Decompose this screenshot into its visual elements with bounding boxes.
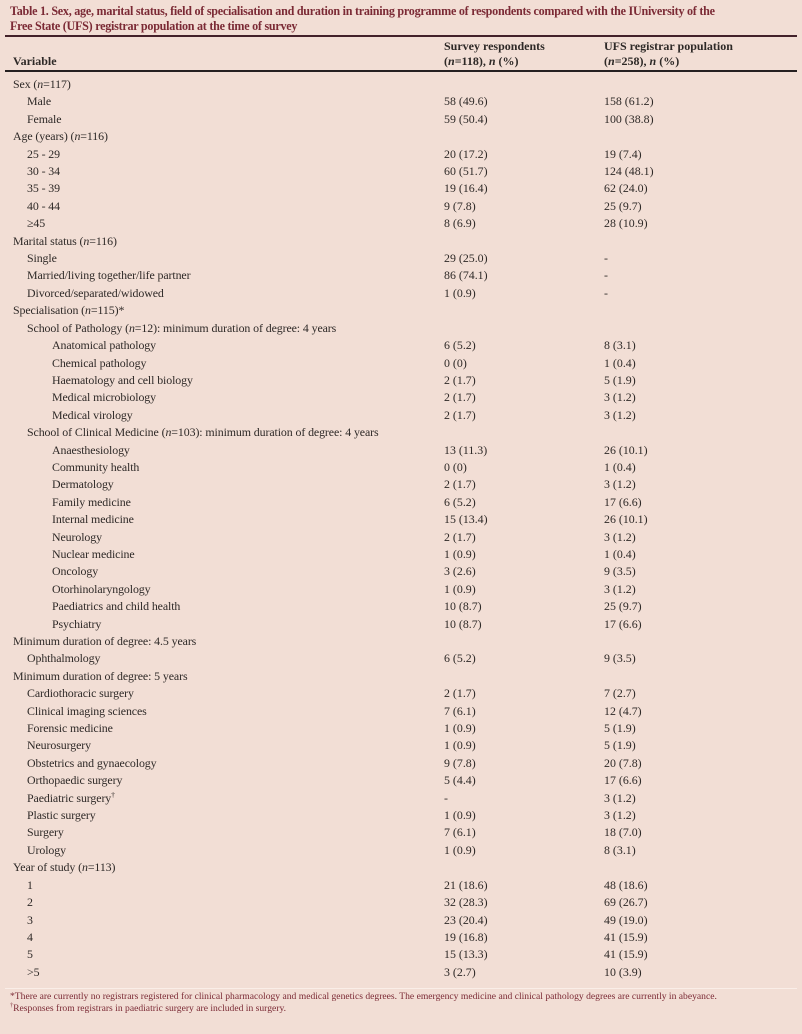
ufs-population-value: 18 (7.0): [604, 825, 642, 840]
survey-respondents-value: 15 (13.3): [444, 947, 488, 962]
survey-respondents-value: 6 (5.2): [444, 494, 476, 509]
row-label: Medical virology: [52, 407, 133, 422]
ufs-population-value: 20 (7.8): [604, 755, 642, 770]
survey-respondents-value: 9 (7.8): [444, 198, 476, 213]
table-row: [0, 964, 802, 981]
table-title-line1: Table 1. Sex, age, marital status, field of specialisation and duration in training programme of respondents compared with the IUniversity of the: [10, 4, 715, 18]
ufs-population-value: 1 (0.4): [604, 459, 636, 474]
row-label: Ophthalmology: [27, 651, 101, 666]
ufs-population-value: 26 (10.1): [604, 512, 648, 527]
row-label: Divorced/separated/widowed: [27, 285, 164, 300]
table-row: [0, 633, 802, 650]
table-row: [0, 720, 802, 737]
row-label: 5: [27, 947, 33, 962]
row-label: 35 - 39: [27, 181, 60, 196]
row-label: Minimum duration of degree: 5 years: [13, 668, 188, 683]
survey-respondents-value: 6 (5.2): [444, 338, 476, 353]
survey-respondents-value: 0 (0): [444, 355, 467, 370]
row-label: >5: [27, 964, 40, 979]
survey-respondents-value: 1 (0.9): [444, 721, 476, 736]
row-label: Nuclear medicine: [52, 546, 135, 561]
survey-respondents-value: 19 (16.8): [444, 929, 488, 944]
row-label: Oncology: [52, 564, 99, 579]
row-label: Female: [27, 111, 62, 126]
table-row: [0, 76, 802, 93]
table-row: [0, 912, 802, 929]
survey-respondents-value: -: [444, 790, 448, 805]
row-label: Marital status (n=116): [13, 233, 117, 248]
table-row: [0, 372, 802, 389]
row-label: Age (years) (n=116): [13, 129, 108, 144]
ufs-population-value: 5 (1.9): [604, 721, 636, 736]
table-row: [0, 511, 802, 528]
row-label: Haematology and cell biology: [52, 372, 193, 387]
ufs-population-value: 158 (61.2): [604, 94, 654, 109]
table-row: [0, 755, 802, 772]
row-label: Neurology: [52, 529, 102, 544]
table-row: [0, 546, 802, 563]
table-row: [0, 598, 802, 615]
survey-respondents-value: 6 (5.2): [444, 651, 476, 666]
row-label: Specialisation (n=115)*: [13, 303, 125, 318]
ufs-population-value: 62 (24.0): [604, 181, 648, 196]
table-row: [0, 198, 802, 215]
row-label: School of Clinical Medicine (n=103): minimum duration of degree: 4 years: [27, 425, 379, 440]
table-row: [0, 267, 802, 284]
row-label: Cardiothoracic surgery: [27, 686, 134, 701]
survey-respondents-value: 3 (2.7): [444, 964, 476, 979]
survey-respondents-value: 7 (6.1): [444, 703, 476, 718]
survey-respondents-value: 2 (1.7): [444, 407, 476, 422]
survey-respondents-value: 20 (17.2): [444, 146, 488, 161]
survey-respondents-value: 10 (8.7): [444, 599, 482, 614]
table-row: [0, 824, 802, 841]
survey-respondents-value: 5 (4.4): [444, 773, 476, 788]
table-row: [0, 790, 802, 807]
row-label: 30 - 34: [27, 164, 60, 179]
survey-respondents-value: 1 (0.9): [444, 738, 476, 753]
ufs-population-value: 10 (3.9): [604, 964, 642, 979]
row-label: Community health: [52, 459, 140, 474]
ufs-population-value: 49 (19.0): [604, 912, 648, 927]
ufs-population-value: 9 (3.5): [604, 564, 636, 579]
footnote-divider-rule: [5, 988, 797, 989]
table-row: [0, 93, 802, 110]
row-label: 40 - 44: [27, 198, 60, 213]
row-label: 2: [27, 895, 33, 910]
row-label: Plastic surgery: [27, 808, 96, 823]
ufs-population-value: 28 (10.9): [604, 216, 648, 231]
table-row: [0, 233, 802, 250]
row-label: Paediatric surgery†: [27, 789, 115, 805]
survey-respondents-value: 21 (18.6): [444, 877, 488, 892]
row-label: 25 - 29: [27, 146, 60, 161]
survey-respondents-value: 32 (28.3): [444, 895, 488, 910]
row-label: Male: [27, 94, 52, 109]
row-label: Forensic medicine: [27, 721, 113, 736]
ufs-population-value: 3 (1.2): [604, 581, 636, 596]
row-label: Anatomical pathology: [52, 338, 156, 353]
ufs-population-value: -: [604, 251, 608, 266]
row-label: School of Pathology (n=12): minimum duration of degree: 4 years: [27, 320, 337, 335]
row-label: Obstetrics and gynaecology: [27, 755, 157, 770]
ufs-population-value: 48 (18.6): [604, 877, 648, 892]
table-row: [0, 302, 802, 319]
ufs-population-value: 26 (10.1): [604, 442, 648, 457]
table-row: [0, 703, 802, 720]
survey-respondents-value: 1 (0.9): [444, 546, 476, 561]
ufs-population-value: 5 (1.9): [604, 372, 636, 387]
table-row: [0, 581, 802, 598]
survey-respondents-value: 10 (8.7): [444, 616, 482, 631]
table-row: [0, 476, 802, 493]
survey-respondents-value: 0 (0): [444, 459, 467, 474]
row-label: Year of study (n=113): [13, 860, 116, 875]
row-label: Family medicine: [52, 494, 131, 509]
title-divider-rule: [5, 35, 797, 37]
table-row: [0, 737, 802, 754]
table-row: [0, 772, 802, 789]
row-label: Chemical pathology: [52, 355, 147, 370]
table-row: [0, 442, 802, 459]
ufs-population-value: 3 (1.2): [604, 808, 636, 823]
table-row: [0, 111, 802, 128]
table-row: [0, 146, 802, 163]
survey-respondents-value: 1 (0.9): [444, 808, 476, 823]
table-row: [0, 459, 802, 476]
row-label: Otorhinolaryngology: [52, 581, 151, 596]
table-title-line2: Free State (UFS) registrar population at the time of survey: [10, 18, 298, 33]
table-row: [0, 320, 802, 337]
ufs-population-value: -: [604, 285, 608, 300]
ufs-population-value: 41 (15.9): [604, 929, 648, 944]
row-label: Clinical imaging sciences: [27, 703, 147, 718]
col-header-ufs-line1: UFS registrar population: [604, 39, 733, 53]
survey-respondents-value: 86 (74.1): [444, 268, 488, 283]
table-row: [0, 285, 802, 302]
row-label: Neurosurgery: [27, 738, 91, 753]
ufs-population-value: 3 (1.2): [604, 390, 636, 405]
row-label: Minimum duration of degree: 4.5 years: [13, 634, 197, 648]
survey-respondents-value: 2 (1.7): [444, 372, 476, 387]
table-row: [0, 128, 802, 145]
table-row: [0, 494, 802, 511]
ufs-population-value: 1 (0.4): [604, 546, 636, 561]
table-row: [0, 807, 802, 824]
table-row: [0, 250, 802, 267]
row-label: Internal medicine: [52, 512, 134, 527]
table-row: [0, 877, 802, 894]
row-label: 1: [27, 877, 33, 892]
table-row: [0, 337, 802, 354]
row-label: Anaesthesiology: [52, 442, 130, 457]
table-row: [0, 407, 802, 424]
ufs-population-value: 17 (6.6): [604, 616, 642, 631]
ufs-population-value: 3 (1.2): [604, 790, 636, 805]
survey-respondents-value: 29 (25.0): [444, 251, 488, 266]
ufs-population-value: 17 (6.6): [604, 773, 642, 788]
ufs-population-value: 100 (38.8): [604, 111, 654, 126]
table-row: [0, 163, 802, 180]
survey-respondents-value: 2 (1.7): [444, 477, 476, 492]
row-label: Medical microbiology: [52, 390, 156, 405]
survey-respondents-value: 15 (13.4): [444, 512, 488, 527]
ufs-population-value: 3 (1.2): [604, 529, 636, 544]
row-label: Surgery: [27, 825, 64, 840]
table-row: [0, 424, 802, 441]
row-label: Orthopaedic surgery: [27, 773, 123, 788]
table-row: [0, 946, 802, 963]
table-row: [0, 859, 802, 876]
ufs-population-value: 9 (3.5): [604, 651, 636, 666]
table-row: [0, 389, 802, 406]
row-label: 3: [27, 912, 33, 927]
survey-respondents-value: 1 (0.9): [444, 842, 476, 857]
ufs-population-value: 69 (26.7): [604, 895, 648, 910]
table-row: [0, 894, 802, 911]
ufs-population-value: 124 (48.1): [604, 164, 654, 179]
table-row: [0, 529, 802, 546]
table-row: [0, 180, 802, 197]
ufs-population-value: 41 (15.9): [604, 947, 648, 962]
table-row: [0, 563, 802, 580]
col-header-variable: Variable: [13, 54, 57, 68]
col-header-survey-line1: Survey respondents: [444, 39, 545, 53]
ufs-population-value: 25 (9.7): [604, 198, 642, 213]
row-label: Urology: [27, 842, 66, 857]
survey-respondents-value: 58 (49.6): [444, 94, 488, 109]
table-body: [0, 76, 802, 981]
table-row: [0, 650, 802, 667]
survey-respondents-value: 2 (1.7): [444, 529, 476, 544]
header-divider-rule: [5, 70, 797, 72]
ufs-population-value: 12 (4.7): [604, 703, 642, 718]
survey-respondents-value: 2 (1.7): [444, 686, 476, 701]
survey-respondents-value: 23 (20.4): [444, 912, 488, 927]
ufs-population-value: -: [604, 268, 608, 283]
table-row: [0, 842, 802, 859]
survey-respondents-value: 1 (0.9): [444, 581, 476, 596]
ufs-population-value: 1 (0.4): [604, 355, 636, 370]
ufs-population-value: 3 (1.2): [604, 407, 636, 422]
survey-respondents-value: 19 (16.4): [444, 181, 488, 196]
col-header-ufs-line2: (n=258), n (%): [604, 54, 680, 68]
survey-respondents-value: 3 (2.6): [444, 564, 476, 579]
survey-respondents-value: 8 (6.9): [444, 216, 476, 231]
col-header-survey-line2: (n=118), n (%): [444, 54, 519, 68]
ufs-population-value: 25 (9.7): [604, 599, 642, 614]
table-row: [0, 685, 802, 702]
row-label: Paediatrics and child health: [52, 599, 181, 614]
ufs-population-value: 19 (7.4): [604, 146, 642, 161]
ufs-population-value: 7 (2.7): [604, 686, 636, 701]
table-title: [10, 4, 800, 33]
footnote-line: †Responses from registrars in paediatric surgery are included in surgery.: [10, 1001, 287, 1014]
survey-respondents-value: 2 (1.7): [444, 390, 476, 405]
survey-respondents-value: 60 (51.7): [444, 164, 488, 179]
survey-respondents-value: 1 (0.9): [444, 285, 476, 300]
table-row: [0, 616, 802, 633]
survey-respondents-value: 7 (6.1): [444, 825, 476, 840]
row-label: 4: [27, 929, 33, 944]
row-label: Psychiatry: [52, 616, 102, 631]
row-label: ≥45: [27, 216, 46, 231]
ufs-population-value: 5 (1.9): [604, 738, 636, 753]
row-label: Single: [27, 251, 57, 266]
ufs-population-value: 8 (3.1): [604, 338, 636, 353]
footnote-line: *There are currently no registrars registered for clinical pharmacology and medical genetics degrees. The emergency medicine and clinical pathology degrees are currently in abeyance.: [10, 991, 717, 1002]
row-label: Sex (n=117): [13, 77, 71, 91]
table-row: [0, 215, 802, 232]
table-row: [0, 929, 802, 946]
survey-respondents-value: 13 (11.3): [444, 442, 488, 457]
survey-respondents-value: 59 (50.4): [444, 111, 488, 126]
ufs-population-value: 17 (6.6): [604, 494, 642, 509]
row-label: Dermatology: [52, 477, 114, 492]
row-label: Married/living together/life partner: [27, 268, 191, 283]
ufs-population-value: 3 (1.2): [604, 477, 636, 492]
table-row: [0, 668, 802, 685]
table-row: [0, 355, 802, 372]
footnotes: [10, 991, 796, 1014]
survey-respondents-value: 9 (7.8): [444, 755, 476, 770]
ufs-population-value: 8 (3.1): [604, 842, 636, 857]
